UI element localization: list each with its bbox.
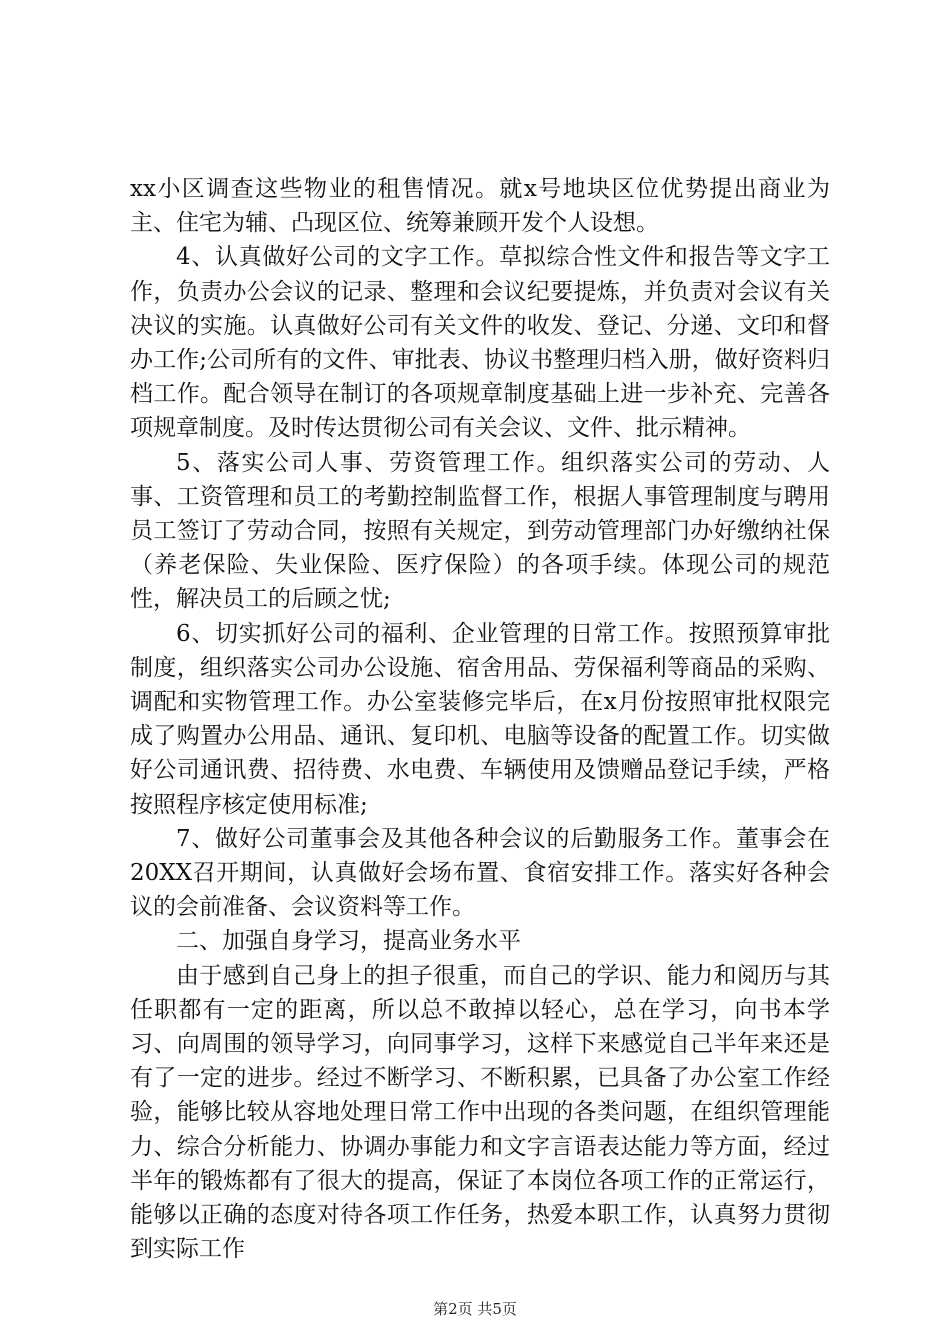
paragraph-item-6: 6、切实抓好公司的福利、企业管理的日常工作。按照预算审批制度，组织落实公司办公设施、宿舍用品、劳保福利等商品的采购、调配和实物管理工作。办公室装修完毕后，在x月份按照审批权限完成了购置办公用品、通讯、复印机、电脑等设备的配置工作。切实做好公司通讯费、招待费、水电费、车辆使用及馈赠品登记手续，严格按照程序核定使用标准; [130,620,830,818]
paragraph-item-4: 4、认真做好公司的文字工作。草拟综合性文件和报告等文字工作，负责办公会议的记录、整理和会议纪要提炼，并负责对会议有关决议的实施。认真做好公司有关文件的收发、登记、分递、文印和督办工作;公司所有的文件、审批表、协议书整理归档入册，做好资料归档工作。配合领导在制订的各项规章制度基础上进一步补充、完善各项规章制度。及时传达贯彻公司有关会议、文件、批示精神。 [130,244,830,442]
paragraph-item-7: 7、做好公司董事会及其他各种会议的后勤服务工作。董事会在20XX召开期间，认真做好会场布置、食宿安排工作。落实好各种会议的会前准备、会议资料等工作。 [130,825,830,921]
paragraph-continuation: xx小区调查这些物业的租售情况。就x号地块区位优势提出商业为主、住宅为辅、凸现区位、统筹兼顾开发个人设想。 [130,176,830,237]
section-heading: 二、加强自身学习，提高业务水平 [176,928,521,955]
document-body [130,172,830,1267]
paragraph-item-5: 5、落实公司人事、劳资管理工作。组织落实公司的劳动、人事、工资管理和员工的考勤控制监督工作，根据人事管理制度与聘用员工签订了劳动合同，按照有关规定，到劳动管理部门办好缴纳社保（养老保险、失业保险、医疗保险）的各项手续。体现公司的规范性，解决员工的后顾之忧; [130,449,830,613]
page-footer: 第2页 共5页 [433,1300,517,1318]
paragraph-study: 由于感到自己身上的担子很重，而自己的学识、能力和阅历与其任职都有一定的距离，所以总不敢掉以轻心，总在学习，向书本学习、向周围的领导学习，向同事学习，这样下来感觉自己半年来还是有了一定的进步。经过不断学习、不断积累，已具备了办公室工作经验，能够比较从容地处理日常工作中出现的各类问题，在组织管理能力、综合分析能力、协调办事能力和文字言语表达能力等方面，经过半年的锻炼都有了很大的提高，保证了本岗位各项工作的正常运行，能够以正确的态度对待各项工作任务，热爱本职工作，认真努力贯彻到实际工作 [130,962,830,1263]
